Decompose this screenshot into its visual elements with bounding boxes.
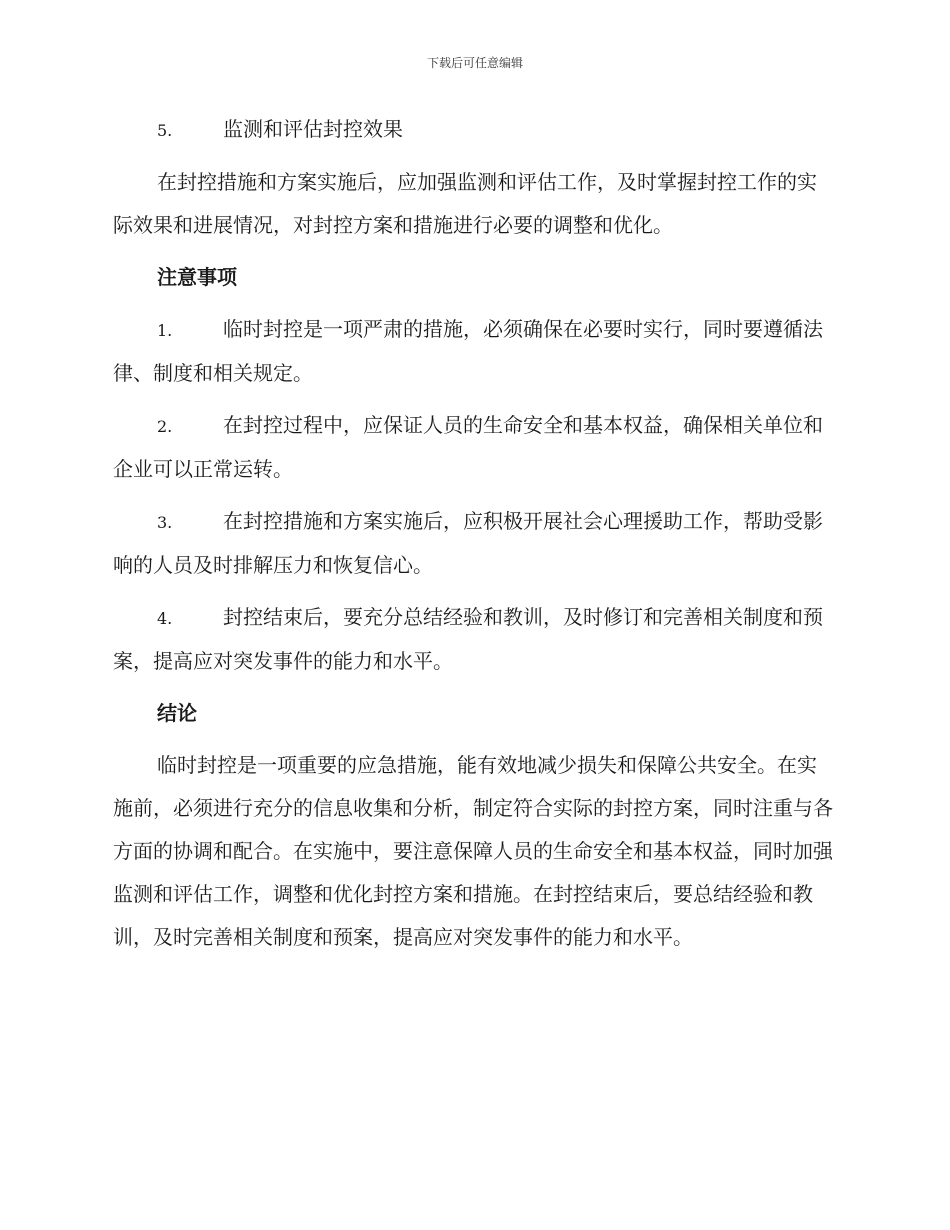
section-title-text: 监测和评估封控效果 [223,117,403,141]
list-item [113,308,833,395]
conclusion-heading: 结论 [157,701,197,725]
list-number: 5. [157,121,173,140]
list-item [113,404,833,491]
list-number: 4. [157,609,173,628]
list-item [113,500,833,587]
list-number: 3. [157,513,173,532]
notes-heading: 注意事项 [157,265,237,289]
conclusion-body: 临时封控是一项重要的应急措施，能有效地减少损失和保障公共安全。在实施前，必须进行充分的信息收集和分析，制定符合实际的封控方案，同时注重与各方面的协调和配合。在实施中，要注意保障人员的生命安全和基本权益，同时加强监测和评估工作，调整和优化封控方案和措施。在封控结束后，要总结经验和教训，及时完善相关制度和预案，提高应对突发事件的能力和水平。 [113,753,833,949]
list-item-text: 在封控过程中，应保证人员的生命安全和基本权益，确保相关单位和企业可以正常运转。 [113,413,823,481]
list-number: 2. [157,417,173,436]
list-item-text: 封控结束后，要充分总结经验和教训，及时修订和完善相关制度和预案，提高应对突发事件的能力和水平。 [113,605,823,673]
document-content [113,108,833,968]
section-5-title [113,108,833,152]
list-number: 1. [157,321,173,340]
list-item [113,596,833,683]
page-header: 下载后可任意编辑 [426,56,523,70]
list-item-text: 临时封控是一项严肃的措施，必须确保在必要时实行，同时要遵循法律、制度和相关规定。 [113,317,823,385]
section-5-body: 在封控措施和方案实施后，应加强监测和评估工作，及时掌握封控工作的实际效果和进展情况，对封控方案和措施进行必要的调整和优化。 [113,170,817,237]
list-item-text: 在封控措施和方案实施后，应积极开展社会心理援助工作，帮助受影响的人员及时排解压力和恢复信心。 [113,509,823,577]
